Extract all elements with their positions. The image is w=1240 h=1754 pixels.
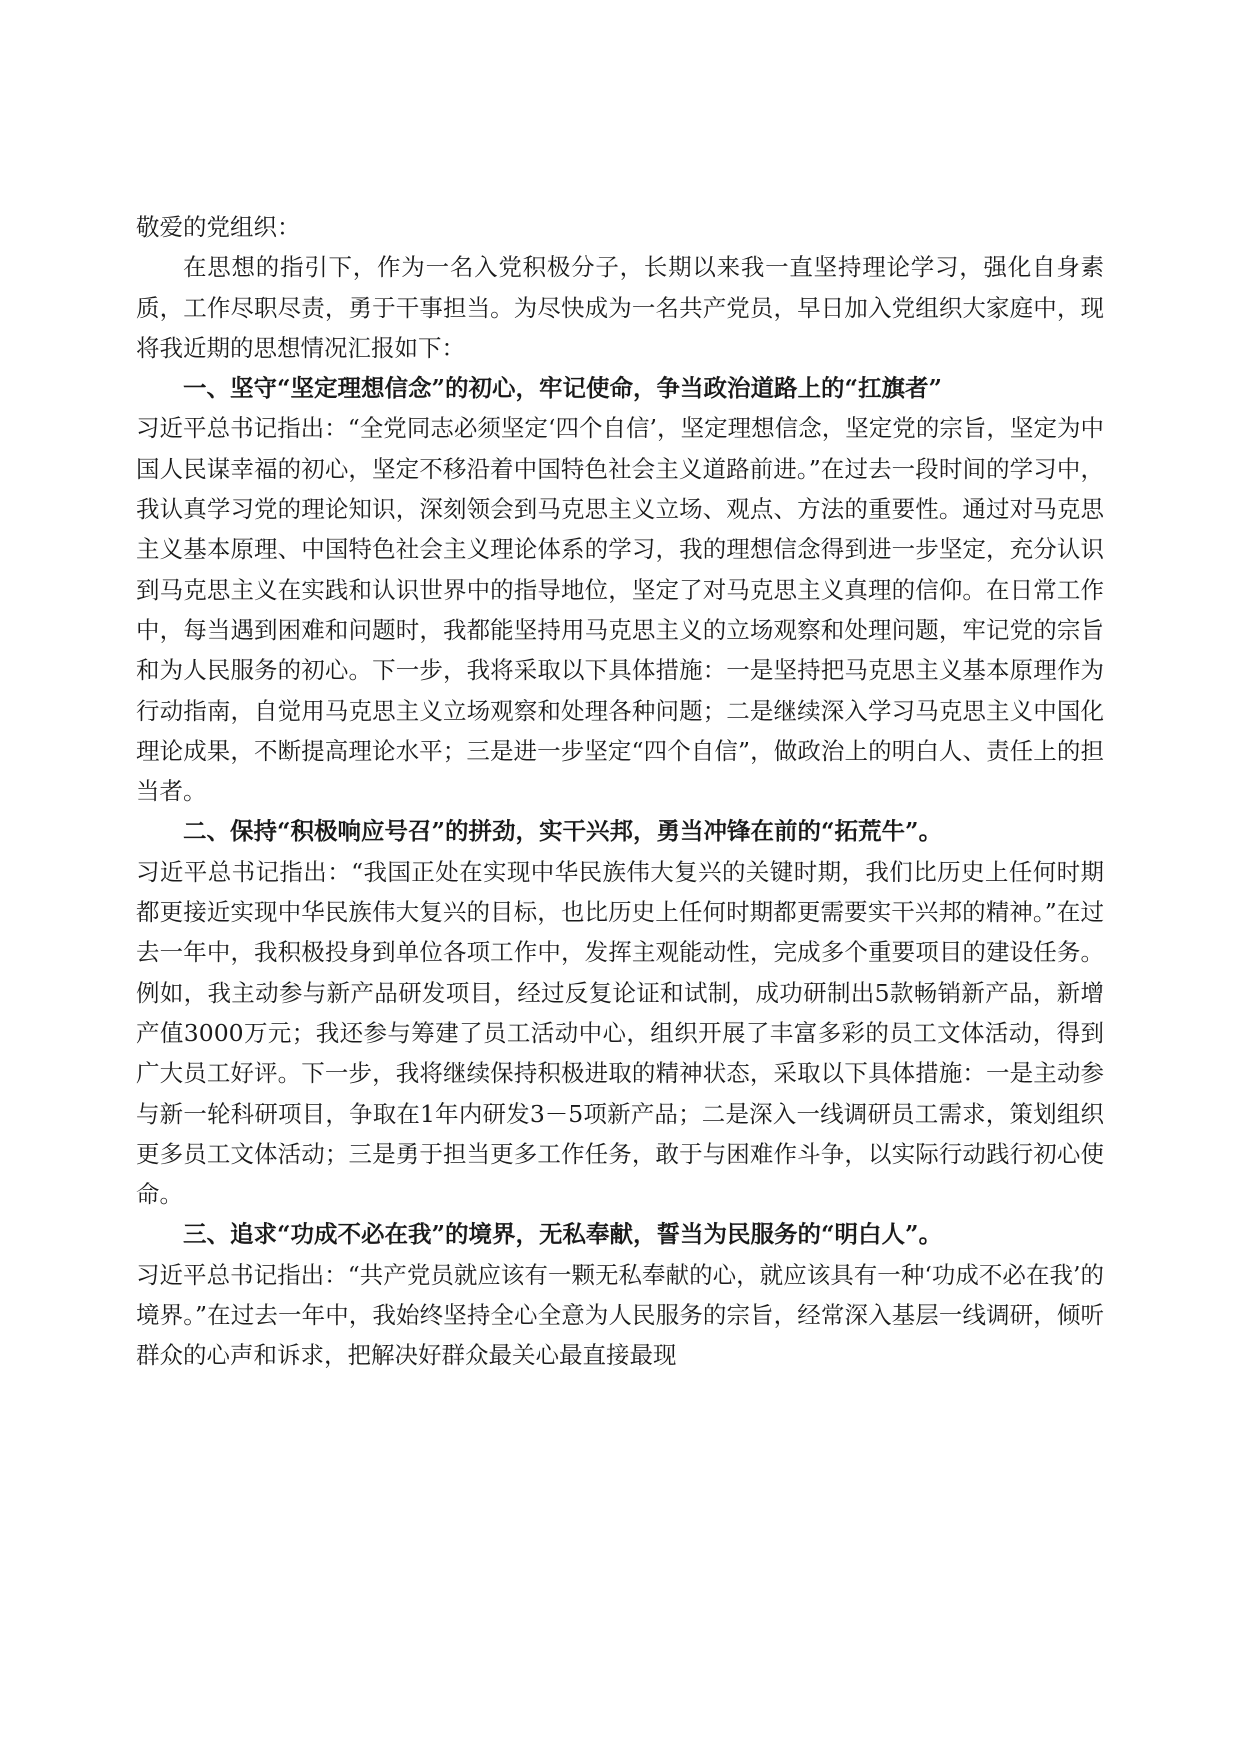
section-heading-1: 一、坚守“坚定理想信念”的初心，牢记使命，争当政治道路上的“扛旗者”: [183, 374, 943, 403]
section-body-1: 习近平总书记指出：“全党同志必须坚定‘四个自信’，坚定理想信念，坚定党的宗旨，坚定为中国人民谋幸福的初心，坚定不移沿着中国特色社会主义道路前进。”在过去一段时间的学习中，我认真学习党的理论知识，深刻领会到马克思主义立场、观点、方法的重要性。通过对马克思主义基本原理、中国特色社会主义理论体系的学习，我的理想信念得到进一步坚定，充分认识到马克思主义在实践和认识世界中的指导地位，坚定了对马克思主义真理的信仰。在日常工作中，每当遇到困难和问题时，我都能坚持用马克思主义的立场观察和处理问题，牢记党的宗旨和为人民服务的初心。下一步，我将采取以下具体措施：一是坚持把马克思主义基本原理作为行动指南，自觉用马克思主义立场观察和处理各种问题；二是继续深入学习马克思主义中国化理论成果，不断提高理论水平；三是进一步坚定“四个自信”，做政治上的明白人、责任上的担当者。: [136, 414, 1104, 806]
document-body: [136, 207, 1104, 1376]
section-heading-2: 二、保持“积极响应号召”的拼劲，实干兴邦，勇当冲锋在前的“拓荒牛”。: [183, 817, 943, 846]
intro-paragraph: 在思想的指引下，作为一名入党积极分子，长期以来我一直坚持理论学习，强化自身素质，工作尽职尽责，勇于干事担当。为尽快成为一名共产党员，早日加入党组织大家庭中，现将我近期的思想情况汇报如下：: [136, 253, 1104, 362]
section-body-2: 习近平总书记指出：“我国正处在实现中华民族伟大复兴的关键时期，我们比历史上任何时期都更接近实现中华民族伟大复兴的目标，也比历史上任何时期都更需要实干兴邦的精神。”在过去一年中，我积极投身到单位各项工作中，发挥主观能动性，完成多个重要项目的建设任务。例如，我主动参与新产品研发项目，经过反复论证和试制，成功研制出5款畅销新产品，新增产值3000万元；我还参与筹建了员工活动中心，组织开展了丰富多彩的员工文体活动，得到广大员工好评。下一步，我将继续保持积极进取的精神状态，采取以下具体措施：一是主动参与新一轮科研项目，争取在1年内研发3－5项新产品；二是深入一线调研员工需求，策划组织更多员工文体活动；三是勇于担当更多工作任务，敢于与困难作斗争，以实际行动践行初心使命。: [136, 857, 1104, 1209]
salutation: 敬爱的党组织：: [136, 213, 301, 241]
section-heading-3: 三、追求“功成不必在我”的境界，无私奉献，誓当为民服务的“明白人”。: [183, 1220, 943, 1249]
section-body-3: 习近平总书记指出：“共产党员就应该有一颗无私奉献的心，就应该具有一种‘功成不必在我’的境界。”在过去一年中，我始终坚持全心全意为人民服务的宗旨，经常深入基层一线调研，倾听群众的心声和诉求，把解决好群众最关心最直接最现: [136, 1260, 1104, 1370]
